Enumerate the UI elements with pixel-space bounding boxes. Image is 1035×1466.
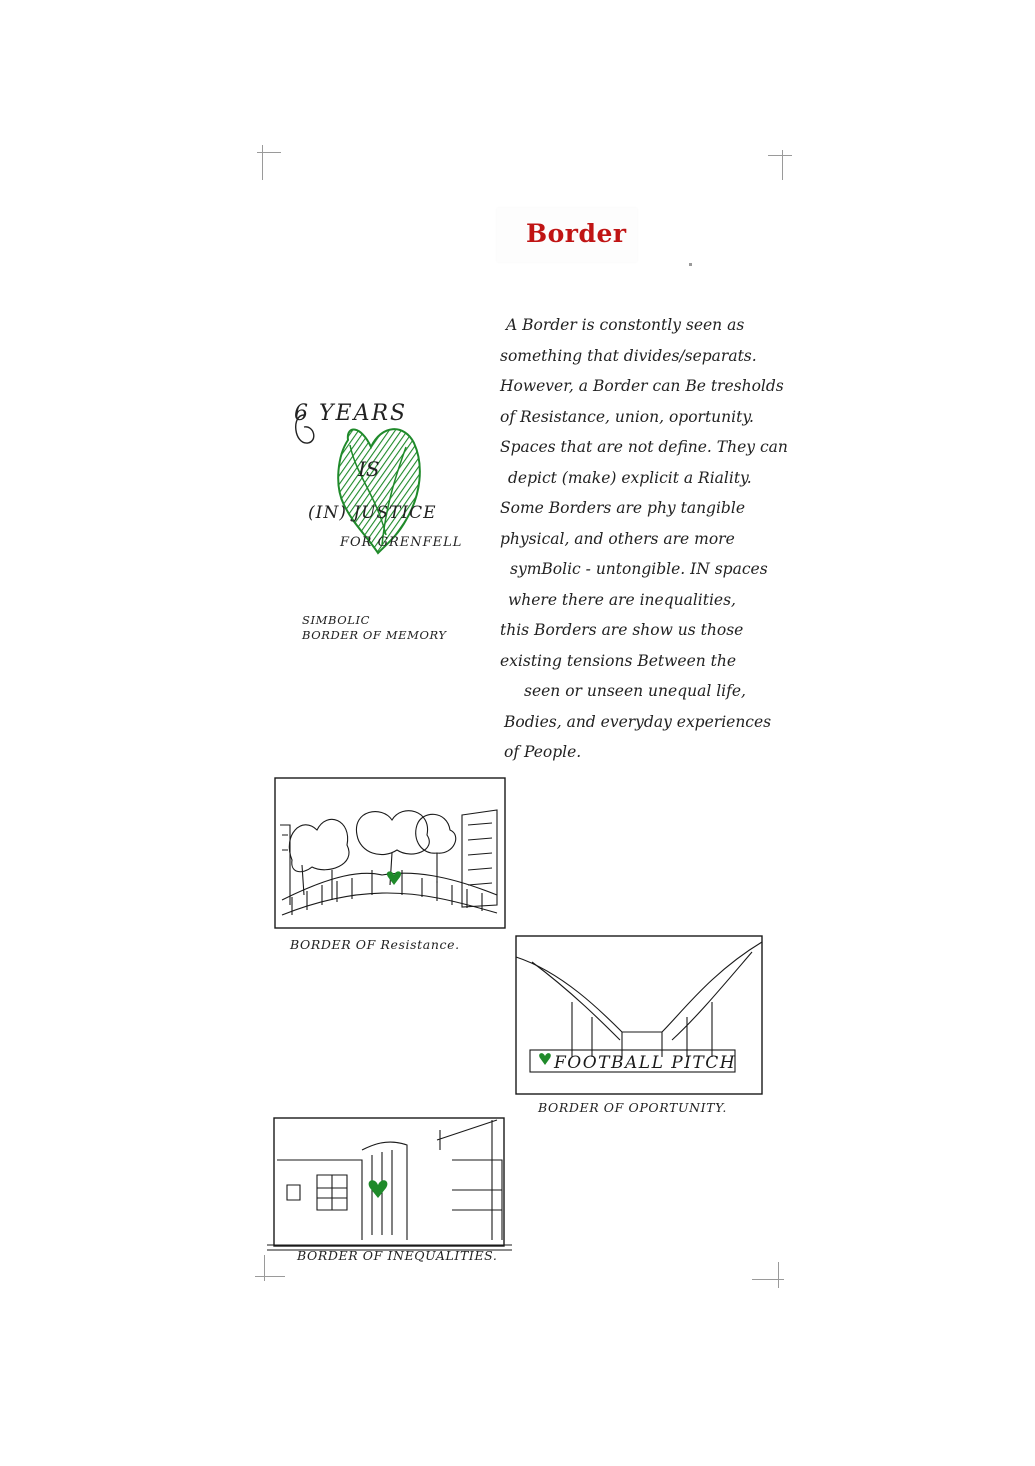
crop-mark-dot <box>689 263 692 266</box>
paragraph-line: Spaces that are not define. They can <box>500 438 788 456</box>
memorial-heart-sketch <box>286 385 476 575</box>
page-title: Border <box>526 219 627 248</box>
caption-opportunity: BORDER OF OPORTUNITY. <box>538 1100 727 1115</box>
crop-mark-top-right-v <box>782 150 783 180</box>
paragraph-line: A Border is constontly seen as <box>506 316 745 334</box>
crop-mark-bottom-right-h <box>752 1279 784 1280</box>
opportunity-sketch <box>512 932 772 1104</box>
paragraph-line: However, a Border can Be tresholds <box>500 377 784 395</box>
paragraph-line: physical, and others are more <box>500 529 735 548</box>
paragraph-line: seen or unseen unequal life, <box>524 682 746 700</box>
crop-mark-top-left-h <box>257 152 281 153</box>
caption-resistance: BORDER OF Resistance. <box>290 937 460 952</box>
memorial-line-years: 6 YEARS <box>294 401 408 426</box>
crop-mark-bottom-right-v <box>778 1262 779 1288</box>
resistance-sketch <box>272 775 512 935</box>
crop-mark-bottom-left-h <box>255 1276 285 1277</box>
paragraph-line: existing tensions Between the <box>500 651 737 670</box>
memorial-line-is: IS <box>358 457 380 481</box>
paragraph-line: depict (make) explicit a Riality. <box>508 468 752 487</box>
green-heart-icon <box>539 1053 551 1065</box>
crop-mark-top-right-h <box>768 155 792 156</box>
description-paragraph <box>500 310 790 768</box>
paragraph-line: where there are inequalities, <box>508 590 736 609</box>
memorial-line-justice: (IN) JUSTICE <box>308 503 437 523</box>
inequalities-sketch <box>262 1100 522 1260</box>
caption-memory-type: SIMBOLIC <box>302 613 371 627</box>
paragraph-line: of People. <box>504 743 582 761</box>
paragraph-line: this Borders are show us those <box>500 621 744 639</box>
paragraph-line: something that divides/separats. <box>500 346 757 365</box>
green-heart-icon <box>369 1180 388 1198</box>
caption-inequalities: BORDER OF INEQUALITIES. <box>297 1248 498 1263</box>
memorial-line-grenfell: FOR GRENFELL <box>340 535 463 550</box>
paragraph-line: Some Borders are phy tangible <box>500 499 745 517</box>
crop-mark-top-left-v <box>262 145 263 180</box>
paragraph-line: Bodies, and everyday experiences <box>504 712 772 731</box>
paragraph-line: of Resistance, union, oportunity. <box>500 407 754 426</box>
pitch-sign-text: FOOTBALL PITCH <box>554 1053 737 1073</box>
paragraph-line: symBolic - untongible. IN spaces <box>510 560 768 578</box>
caption-memory: BORDER OF MEMORY <box>302 628 447 642</box>
